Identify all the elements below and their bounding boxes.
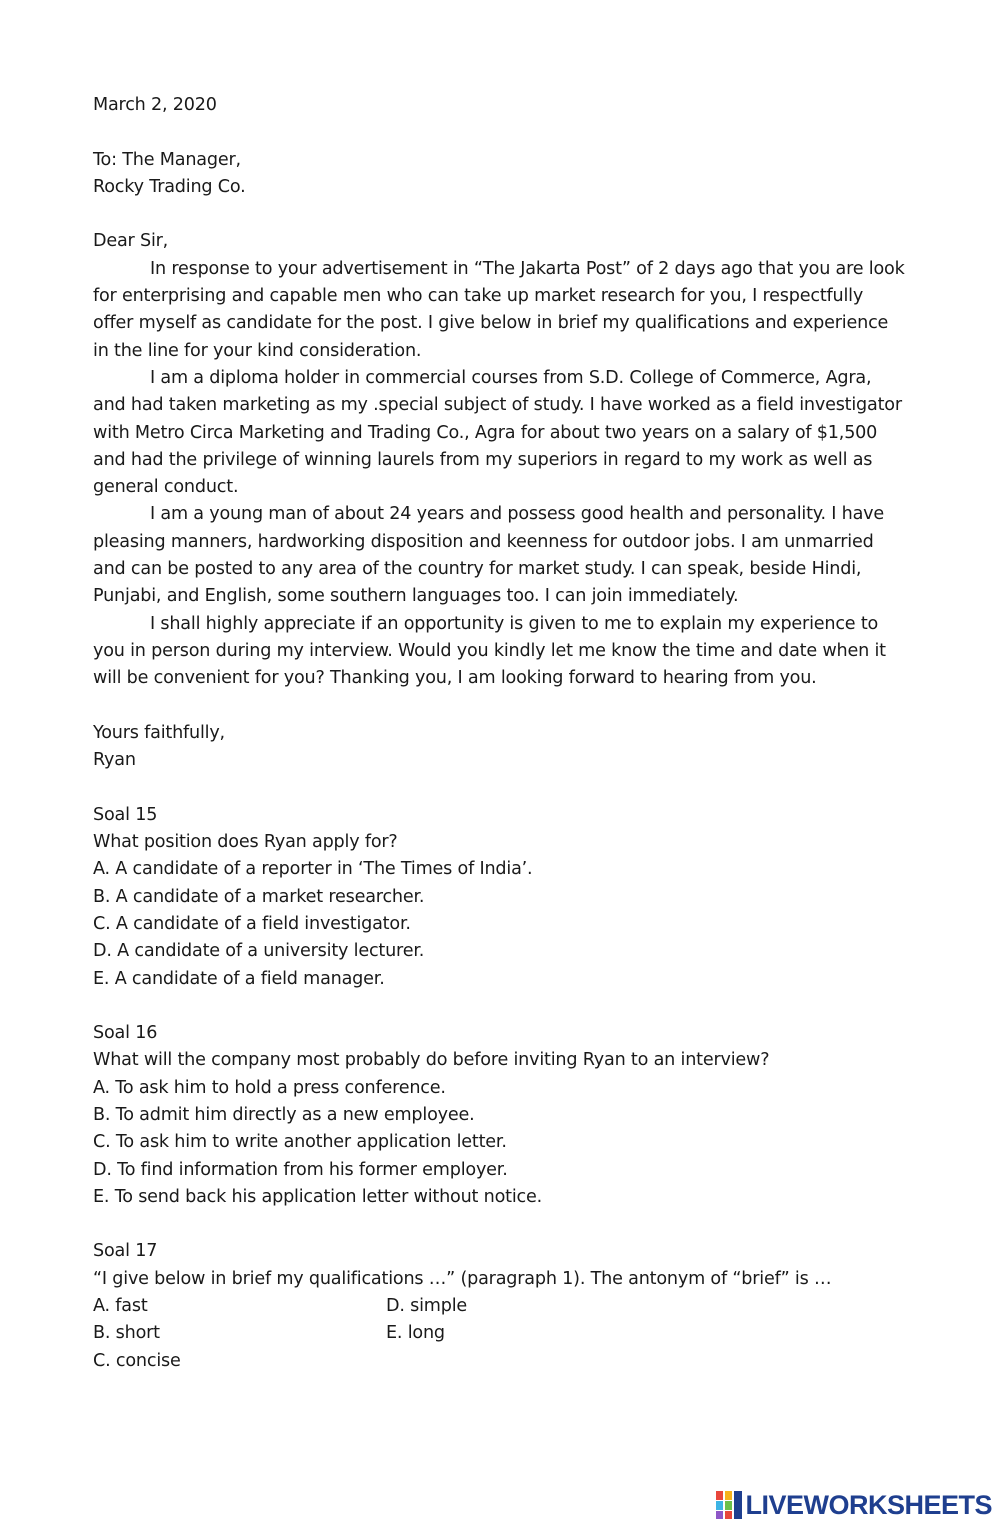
- answer-option: D. A candidate of a university lecturer.: [93, 941, 425, 962]
- letter-recipient: To: The Manager,: [93, 149, 241, 170]
- question-prompt: What position does Ryan apply for?: [93, 832, 398, 853]
- letter-signature: Ryan: [93, 750, 136, 771]
- answer-option: E. A candidate of a field manager.: [93, 968, 385, 989]
- letter-paragraph-1: In response to your advertisement in “The Jakarta Post” of 2 days ago that you are look for enterprising and capable men who can take up market research for you, I respectfully offer myself as candidate for the post. I give below in brief my qualifications and experience in the line for your kind consideration.: [93, 258, 905, 361]
- answer-option: B. To admit him directly as a new employee.: [93, 1104, 475, 1125]
- brand-name: LIVEWORKSHEETS: [745, 1490, 992, 1520]
- answer-option: E. long: [386, 1323, 445, 1344]
- answer-option: A. A candidate of a reporter in ‘The Times of India’.: [93, 859, 533, 880]
- letter-paragraph-4: I shall highly appreciate if an opportunity is given to me to explain my experience to you in person during my interview. Would you kindly let me know the time and date when it will be convenient for you? Thanking you, I am looking forward to hearing from you.: [93, 613, 886, 689]
- answer-options-grid: [93, 1293, 908, 1375]
- answer-option: C. A candidate of a field investigator.: [93, 913, 411, 934]
- letter-salutation: Dear Sir,: [93, 231, 169, 252]
- answer-option: D. simple: [386, 1296, 468, 1317]
- question-17: [93, 1238, 908, 1374]
- liveworksheets-footer[interactable]: [716, 1488, 992, 1522]
- question-prompt: What will the company most probably do before inviting Ryan to an interview?: [93, 1050, 770, 1071]
- letter-closing: Yours faithfully,: [93, 722, 225, 743]
- worksheet-page: [93, 92, 908, 1375]
- letter-paragraph-2: I am a diploma holder in commercial courses from S.D. College of Commerce, Agra, and had taken marketing as my .special subject of study. I have worked as a field investigator with Metro Circa Marketing and Trading Co., Agra for about two years on a salary of $1,500 and had the privilege of winning laurels from my superiors in regard to my work as well as general conduct.: [93, 367, 902, 498]
- question-number: Soal 15: [93, 804, 158, 825]
- question-number: Soal 17: [93, 1241, 158, 1262]
- letter-paragraph-3: I am a young man of about 24 years and possess good health and personality. I have pleasing manners, hardworking disposition and keenness for outdoor jobs. I am unmarried and can be posted to any area of the country for market study. I can speak, beside Hindi, Punjabi, and English, some southern languages too. I can join immediately.: [93, 504, 885, 607]
- answer-option: E. To send back his application letter without notice.: [93, 1186, 543, 1207]
- question-number: Soal 16: [93, 1023, 158, 1044]
- answer-option: A. To ask him to hold a press conference.: [93, 1077, 446, 1098]
- question-prompt: “I give below in brief my qualifications …” (paragraph 1). The antonym of “brief” is …: [93, 1268, 832, 1289]
- liveworksheets-logo-icon: [716, 1490, 742, 1520]
- answer-option: D. To find information from his former employer.: [93, 1159, 508, 1180]
- answer-option: B. A candidate of a market researcher.: [93, 886, 425, 907]
- letter-date: March 2, 2020: [93, 95, 217, 115]
- answer-option: B. short: [93, 1323, 160, 1344]
- letter-company: Rocky Trading Co.: [93, 176, 246, 197]
- question-16: [93, 1020, 908, 1211]
- answer-option: C. concise: [93, 1350, 181, 1371]
- answer-option: C. To ask him to write another application letter.: [93, 1132, 507, 1153]
- answer-option: A. fast: [93, 1296, 148, 1317]
- question-15: [93, 802, 908, 993]
